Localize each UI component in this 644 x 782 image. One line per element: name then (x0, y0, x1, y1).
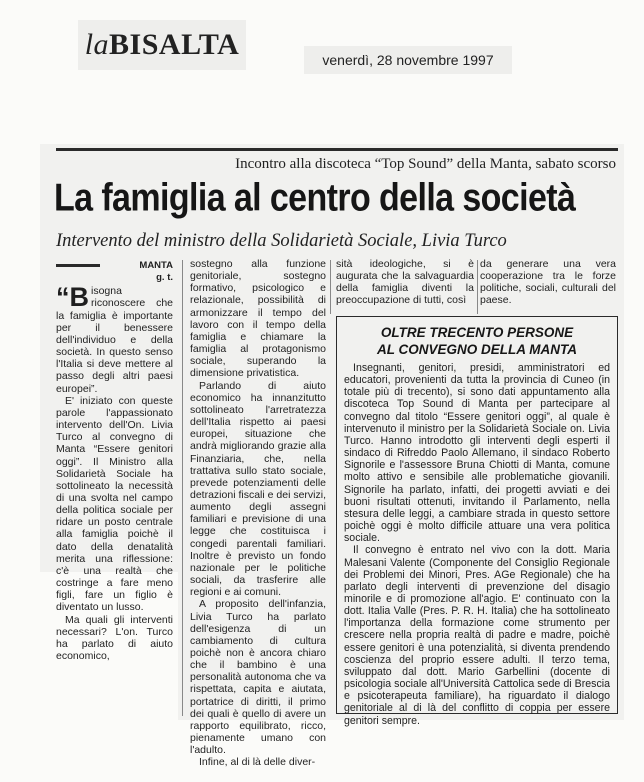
column-divider (182, 260, 183, 716)
paragraph: sità ideologiche, si è augurata che la salvaguardia della famiglia diventi la preoccupazione di tutti, così (336, 258, 474, 307)
drop-cap: “B (56, 282, 89, 313)
paragraph: Insegnanti, genitori, presidi, amministratori ed educatori, provenienti da tutta la provincia di Cuneo (in totale più di trecento), si sono dati appuntamento alla discoteca Top Sound di Manta per partecipare al convegno dal titolo “Essere genitori oggi”, al quale è intervenuto il ministro per la Solidarietà Sociale on. Livia Turco. Hanno introdotto gli interventi degli esperti il sindaco di Rifreddo Paolo Allemano, il sindaco Roberto Signorile e l'assessore Bruna Chiotti di Manta, comune molto attivo e sensibile alle problematiche giovanili. Signorile ha parlato, infatti, dei progetti avviati e dei buoni risultati ottenuti, invitando il Parlamento, nella stesura delle leggi, a cambiare strada in questo settore poichè oggi è molto difficile attuare una vera politica sociale. (344, 362, 610, 545)
paragraph: E' iniziato con queste parole l'appassionato intervento dell'On. Livia Turco al convegno di Manta “Essere genitori oggi”. Il Ministro alla Solidarietà Sociale ha sottolineato la necessità di una svolta nel campo della politica sociale per ridare un posto centrale alla famiglia poichè il dato della denatalità merita una riflessione: c'è una realtà che costringe a fare meno figli, fare un figlio è diventato un lusso. (56, 394, 173, 614)
sidebar-box-text (344, 362, 610, 727)
paragraph: “Bisogna riconoscere che la famiglia è importante per il benessere dell'individuo e della società. In questo senso l'Italia si deve mettere al passo degli altri paesi europei”. (56, 282, 173, 395)
dateline-bar (56, 264, 100, 267)
column-divider (477, 260, 478, 314)
article-column-4 (480, 258, 616, 307)
newspaper-logo: laBISALTA (84, 28, 240, 61)
paragraph: Ma quali gli interventi necessari? L'on. Turco ha parlato di aiuto economico, (56, 613, 173, 662)
paragraph: sostegno alla funzione genitoriale, sostegno formativo, psicologico e relazionale, possibilità di armonizzare il tempo del lavoro con il tempo della famiglia e chiamare la famiglia al protagonismo sociale, superando la dimensione privatistica. (190, 258, 326, 380)
article-headline: La famiglia al centro della società (54, 176, 576, 220)
article-column-1 (56, 260, 173, 662)
top-rule (56, 148, 618, 151)
article-column-2 (190, 258, 326, 769)
article-kicker: Incontro alla discoteca “Top Sound” della Manta, sabato scorso (235, 156, 616, 172)
publication-date: venerdì, 28 novembre 1997 (304, 46, 512, 74)
article-subhead: Intervento del ministro della Solidarietà Sociale, Livia Turco (56, 231, 507, 251)
sidebar-title-line: OLTRE TRECENTO PERSONE (380, 325, 574, 340)
paragraph: Infine, al di là delle diver- (199, 756, 316, 769)
dateline (56, 260, 173, 272)
sidebar-box-title (346, 324, 608, 358)
masthead (78, 20, 246, 70)
paragraph: Il convegno è entrato nel vivo con la dott. Maria Malesani Valente (Componente del Consiglio Regionale dei Problemi dei Minori, Pres. AGe Regionale) che ha parlato degli interventi di prevenzione del disagio minorile e di promozione all'agio. E' continuato con la dott. Italia Valle (Pres. P. R. H. Italia) che ha sottolineato l'importanza della formazione come strumento per crescere nella propria realtà di padre e madre, poichè essere genitori è una potenzialità, si diventa prendendo coscienza del proprio essere adulti. Il terzo tema, sviluppato dal dott. Mario Garbellini (docente di psicologia sociale all'Università Cattolica sede di Brescia e psicoterapeuta familiare), ha riguardato il dialogo genitoriale al di là del conflitto di coppia per essere genitori sempre. (344, 544, 610, 727)
paragraph: da generare una vera cooperazione tra le forze politiche, sociali, culturali del paese. (480, 258, 616, 307)
dateline-place: MANTA (139, 260, 173, 271)
paragraph: Parlando di aiuto economico ha innanzitutto sottolineato l'arretratezza dell'Italia rispetto ai paesi europei, situazione che andrà migliorando grazie alla Finanziaria, che, nella trattativa sullo stato sociale, prevede potenziamenti delle detrazioni fiscali e dei servizi, aumento degli assegni familiari e previsione di una legge che costituisca i congedi parentali familiari. Inoltre è previsto un fondo nazionale per le politiche sociali, da trasferire alle regioni e ai comuni. (190, 379, 326, 599)
article-column-3 (336, 258, 474, 307)
author-initials: g. t. (156, 272, 173, 284)
column-divider (330, 260, 331, 314)
paragraph: A proposito dell'infanzia, Livia Turco ha parlato dell'esigenza di un cambiamento di cultura poichè non è ancora chiaro che il bambino è una personalità autonoma che va rispettata, capita e aiutata, portatrice di diritti, il primo dei quali è quello di avere un rapporto equilibrato, ricco, pienamente umano con l'adulto. (190, 598, 326, 757)
sidebar-title-line: AL CONVEGNO DELLA MANTA (377, 342, 577, 357)
